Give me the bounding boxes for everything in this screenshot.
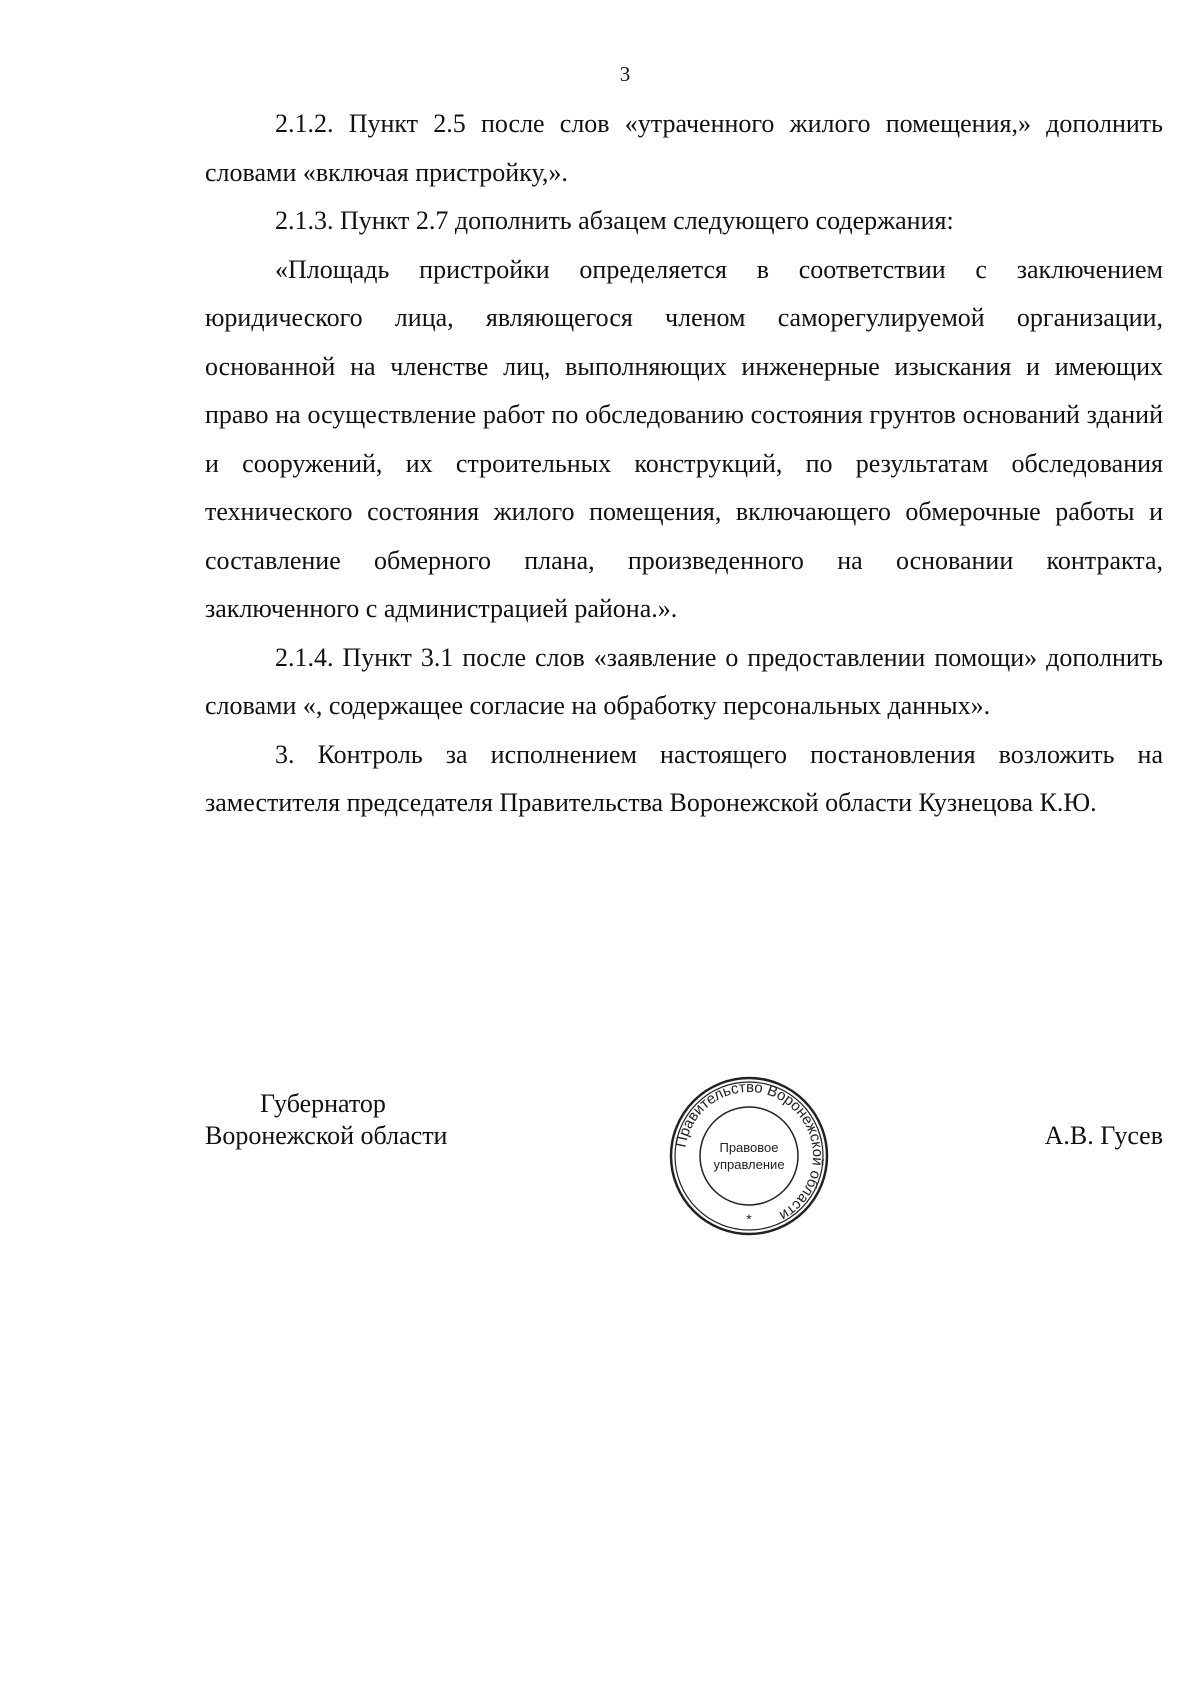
paragraph-quote-area: «Площадь пристройки определяется в соответствии с заключением юридического лица, являющегося членом саморегулируемой организации, основанной на членстве лиц, выполняющих инженерные изыскания и имеющих право на осуществление работ по обследованию состояния грунтов оснований зданий и сооружений, их строительных конструкций, по результатам обследования технического состояния жилого помещения, включающего обмерочные работы и составление обмерного плана, произведенного на основании контракта, заключенного с администрацией района.». [205, 254, 1163, 623]
seal-ring-text: Правительство Воронежской области [672, 1078, 827, 1225]
paragraph-2-1-4: 2.1.4. Пункт 3.1 после слов «заявление о предоставлении помощи» дополнить словами «, содержащее согласие на обработку персональных данных». [205, 642, 1163, 720]
signatory-name: А.В. Гусев [1044, 1121, 1163, 1150]
signatory-position-region: Воронежской области [205, 1121, 448, 1150]
signatory-position-title: Губернатор [260, 1089, 386, 1118]
page-number: 3 [619, 62, 631, 86]
seal-center-line2: управление [713, 1157, 785, 1172]
paragraph-2-1-3: 2.1.3. Пункт 2.7 дополнить абзацем следующего содержания: [275, 206, 954, 235]
signatory-position [205, 1088, 447, 1152]
paragraph-2-1-2: 2.1.2. Пункт 2.5 после слов «утраченного жилого помещения,» дополнить словами «включая пристройку,». [205, 109, 1163, 187]
seal-star: * [746, 1211, 752, 1227]
signature-block [205, 1074, 1163, 1234]
seal-center-line1: Правовое [719, 1140, 779, 1155]
document-body [205, 100, 1163, 828]
official-seal-stamp [667, 1074, 831, 1238]
paragraph-3-control: 3. Контроль за исполнением настоящего постановления возложить на заместителя председателя Правительства Воронежской области Кузнецова К.Ю. [205, 739, 1163, 817]
